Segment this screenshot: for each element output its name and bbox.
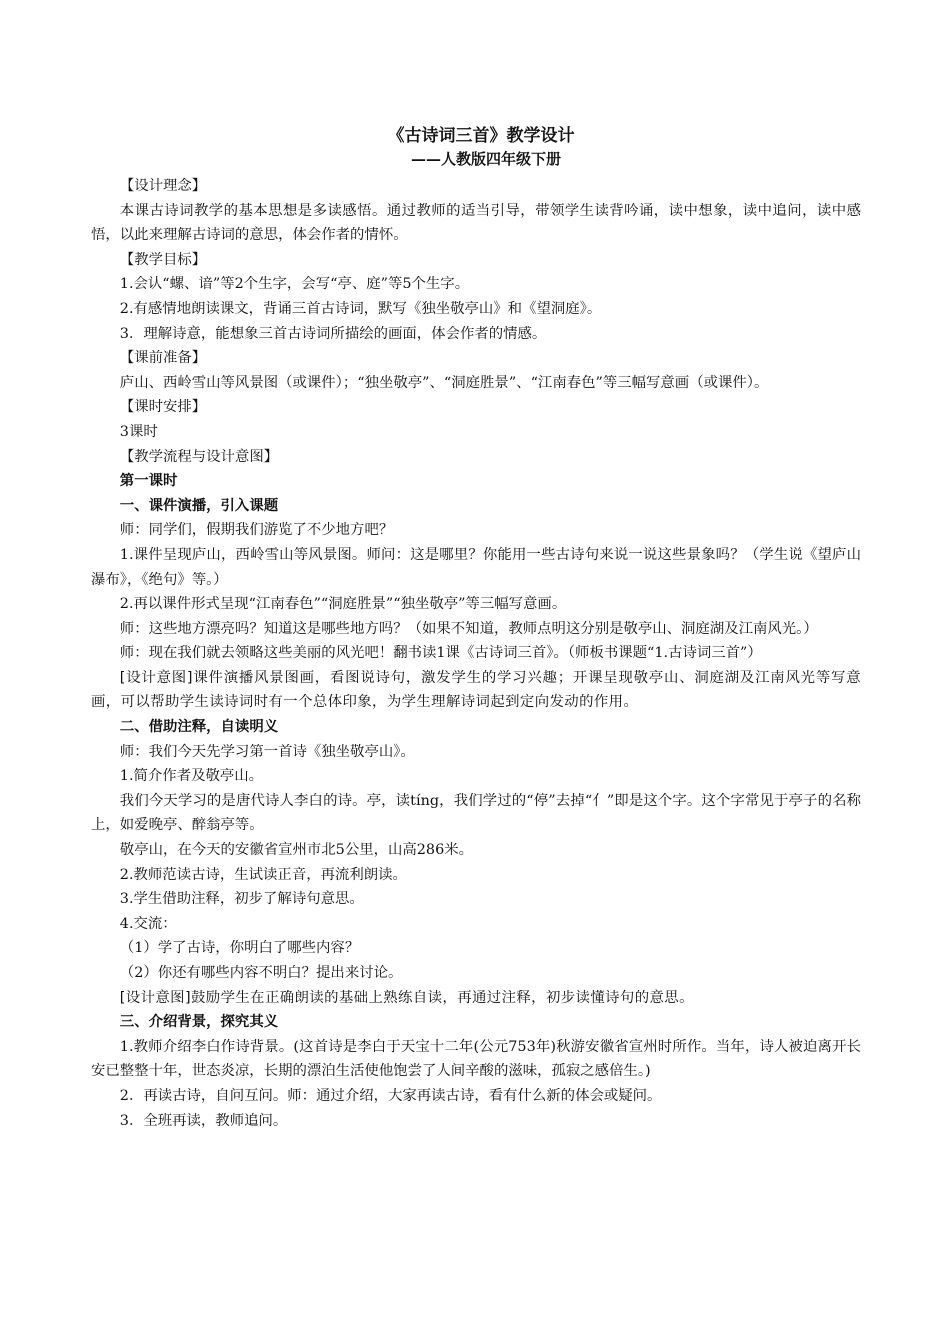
- subsection-heading: 一、课件演播，引入课题: [119, 496, 279, 514]
- paragraph: 敬亭山，在今天的安徽省宣州市北5公里，山高286米。: [119, 842, 474, 859]
- document-body: [91, 124, 861, 1133]
- design-intent-note: [设计意图]课件演播风景图画，看图说诗句，激发学生的学习兴趣；开课呈现敬亭山、洞庭湖及江南风光等写意画，可以帮助学生读诗词时有一个总体印象，为学生理解诗词起到定向发动的作用。: [91, 669, 861, 711]
- list-item: 1.会认“螺、谙”等2个生字，会写“亭、庭”等5个生字。: [119, 276, 470, 293]
- section-heading-design-concept: 【设计理念】: [119, 178, 207, 194]
- paragraph: 2.再以课件形式呈现“江南春色”“洞庭胜景”“独坐敬亭”等三幅写意画。: [119, 596, 567, 613]
- subsection-heading: 二、借助注释，自读明义: [119, 718, 279, 736]
- design-intent-note: [设计意图]鼓励学生在正确朗读的基础上熟练自读，再通过注释，初步读懂诗句的意思。: [119, 989, 694, 1006]
- paragraph: 师：现在我们就去领略这些美丽的风光吧！翻书读1课《古诗词三首》。（师板书课题“1.古诗词三首”）: [119, 645, 762, 662]
- section-heading-teaching-goals: 【教学目标】: [119, 251, 207, 268]
- paragraph: 我们今天学习的是唐代诗人李白的诗。亭，读tíng，我们学过的“停”去掉“亻”即是这个字。这个字常见于亭子的名称上，如爱晚亭、醉翁亭等。: [91, 792, 861, 834]
- paragraph: 3.学生借助注释，初步了解诗句意思。: [119, 891, 364, 908]
- paragraph: 1.教师介绍李白作诗背景。(这首诗是李白于天宝十二年(公元753年)秋游安徽省宣州时所作。当年，诗人被迫离开长安已整整十年，世态炎凉，长期的漂泊生活使他饱尝了人间辛酸的滋味，孤寂之感倍生。): [91, 1038, 861, 1080]
- section-heading-teaching-flow: 【教学流程与设计意图】: [119, 448, 279, 465]
- paragraph: 本课古诗词教学的基本思想是多读感悟。通过教师的适当引导，带领学生读背吟诵，读中想象，读中追问，读中感悟，以此来理解古诗词的意思，体会作者的情怀。: [91, 202, 861, 244]
- document-title: 《古诗词三首》教学设计: [387, 126, 575, 146]
- lesson-heading: 第一课时: [119, 472, 178, 490]
- paragraph: 1.课件呈现庐山，西岭雪山等风景图。师问：这是哪里？你能用一些古诗句来说一说这些景象吗？（学生说《望庐山瀑布》，《绝句》等。）: [91, 546, 861, 588]
- paragraph: 4.交流：: [119, 915, 177, 932]
- paragraph: 2．再读古诗，自问互问。师：通过介绍，大家再读古诗，看有什么新的体会或疑问。: [119, 1087, 662, 1104]
- paragraph: 1.简介作者及敬亭山。: [119, 768, 264, 785]
- paragraph: 师：我们今天先学习第一首诗《独坐敬亭山》。: [119, 743, 415, 760]
- section-heading-schedule: 【课时安排】: [119, 399, 207, 416]
- paragraph: （1）学了古诗，你明白了哪些内容？: [119, 940, 360, 957]
- section-heading-preparation: 【课前准备】: [119, 350, 207, 367]
- document-subtitle: ——人教版四年级下册: [410, 150, 561, 168]
- subsection-heading: 三、介绍背景，探究其义: [119, 1013, 279, 1031]
- paragraph: 2.教师范读古诗，生试读正音，再流利朗读。: [119, 866, 407, 883]
- paragraph: 师：这些地方漂亮吗？知道这是哪些地方吗？（如果不知道，教师点明这分别是敬亭山、洞庭湖及江南风光。）: [119, 620, 818, 637]
- paragraph: （2）你还有哪些内容不明白？提出来讨论。: [119, 965, 403, 981]
- list-item: 2.有感情地朗读课文，背诵三首古诗词，默写《独坐敬亭山》和《望洞庭》。: [119, 300, 602, 317]
- paragraph: 3．全班再读，教师追问。: [119, 1112, 288, 1129]
- list-item: 3．理解诗意，能想象三首古诗词所描绘的画面，体会作者的情感。: [119, 325, 547, 342]
- paragraph: 庐山、西岭雪山等风景图（或课件）；“独坐敬亭”、“洞庭胜景”、“江南春色”等三幅写意画（或课件）。: [119, 374, 769, 391]
- paragraph: 3课时: [119, 423, 158, 440]
- paragraph: 师：同学们，假期我们游览了不少地方吧？: [119, 522, 394, 539]
